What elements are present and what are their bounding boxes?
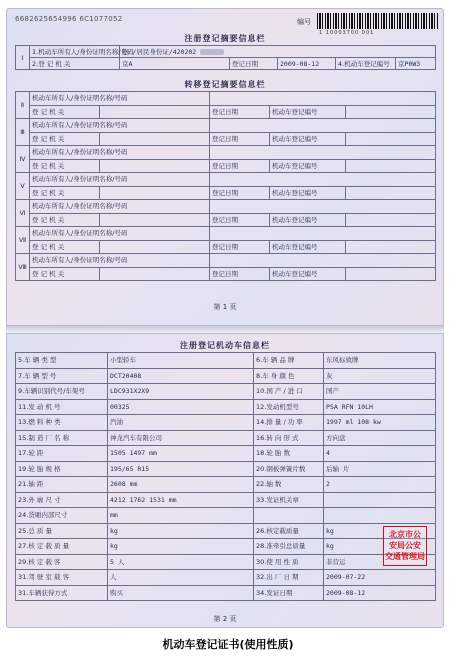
vehicle-field-value: 购买 (108, 585, 254, 601)
transfer-authority-value (100, 186, 210, 200)
transfer-authority-label: 登 记 机 关 (30, 186, 100, 200)
vehicle-field-label: 5.车 辆 类 型 (16, 353, 108, 369)
vehicle-field-label: 26.核定载质量 (254, 523, 324, 539)
transfer-date-label: 登记日期 (210, 159, 270, 173)
row-mark: Ⅵ (16, 200, 30, 227)
transfer-row-authority (16, 240, 436, 254)
vehicle-field-value: 后轴 片 (324, 461, 436, 477)
row-mark-i: Ⅰ (16, 46, 30, 70)
vehicle-field-label: 22.轴 数 (254, 477, 324, 493)
transfer-authority-label: 登 记 机 关 (30, 132, 100, 146)
vehicle-field-label: 15.制 造 厂 名 称 (16, 430, 108, 446)
vehicle-field-value: 灰 (324, 368, 436, 384)
vehicle-field-label: 31.车辆获得方式 (16, 585, 108, 601)
stamp-line-1: 北京市公 (389, 530, 421, 539)
transfer-regno-label: 机动车登记编号 (270, 213, 346, 227)
transfer-authority-label: 登 记 机 关 (30, 105, 100, 119)
vehicle-field-label: 16.转 向 形 式 (254, 430, 324, 446)
vehicle-field-value (324, 508, 436, 524)
vehicle-field-value: 4 (324, 446, 436, 462)
transfer-authority-value (100, 132, 210, 146)
transfer-date-label: 登记日期 (210, 105, 270, 119)
transfer-owner-label: 机动车所有人/身份证明名称/号码 (30, 119, 210, 133)
barcode-number: 1 10003700 001 (319, 30, 375, 36)
vehicle-field-value: 2608 mm (108, 477, 254, 493)
transfer-owner-value (210, 119, 436, 133)
transfer-row-authority (16, 105, 436, 119)
transfer-owner-label: 机动车所有人/身份证明名称/号码 (30, 173, 210, 187)
transfer-regno-value (346, 240, 436, 254)
barcode-icon (317, 13, 439, 29)
vehicle-field-label: 30.使 用 性 质 (254, 554, 324, 570)
transfer-authority-value (100, 213, 210, 227)
transfer-authority-label: 登 记 机 关 (30, 240, 100, 254)
row-mark: Ⅲ (16, 119, 30, 146)
transfer-row-authority (16, 132, 436, 146)
vehicle-field-label: 8.车 身 颜 色 (254, 368, 324, 384)
transfer-owner-value (210, 200, 436, 214)
vehicle-field-value: kg (324, 539, 436, 555)
transfer-regno-label: 机动车登记编号 (270, 132, 346, 146)
vehicle-field-label: 9.车辆识别代号/车架号 (16, 384, 108, 400)
transfer-regno-value (346, 267, 436, 281)
row-mark: Ⅳ (16, 146, 30, 173)
vehicle-info-row (16, 353, 436, 369)
transfer-owner-label: 机动车所有人/身份证明名称/号码 (30, 92, 210, 106)
row-mark: Ⅴ (16, 173, 30, 200)
vehicle-field-label (254, 508, 324, 524)
transfer-date-label: 登记日期 (210, 240, 270, 254)
authority-value: 京A (120, 58, 230, 70)
image-caption: 机动车登记证书(使用性质) (162, 638, 294, 651)
row-mark: Ⅱ (16, 92, 30, 119)
vehicle-info-row (16, 461, 436, 477)
vehicle-field-label: 27.核 定 载 质 量 (16, 539, 108, 555)
transfer-authority-value (100, 159, 210, 173)
vehicle-field-value: 国产 (324, 384, 436, 400)
vehicle-field-value: 人 (108, 570, 254, 586)
transfer-date-label: 登记日期 (210, 213, 270, 227)
transfer-regno-label: 机动车登记编号 (270, 159, 346, 173)
vehicle-info-table (15, 352, 436, 601)
vehicle-field-value: 2 (324, 477, 436, 493)
vehicle-field-label: 18.轮 胎 数 (254, 446, 324, 462)
vehicle-field-label: 33.发证机关章 (254, 492, 324, 508)
transfer-regno-label: 机动车登记编号 (270, 240, 346, 254)
transfer-regno-label: 机动车登记编号 (270, 267, 346, 281)
vehicle-info-row (16, 508, 436, 524)
transfer-owner-label: 机动车所有人/身份证明名称/号码 (30, 254, 210, 268)
vehicle-field-value: 4212 1762 1531 mm (108, 492, 254, 508)
vehicle-info-title: 注册登记机动车信息栏 (180, 341, 270, 350)
owner-value: 赵 /居民身份证/420202 (120, 46, 436, 58)
vehicle-field-value: LDC931X2X9 (108, 384, 254, 400)
transfer-owner-label: 机动车所有人/身份证明名称/号码 (30, 146, 210, 160)
vehicle-info-row (16, 570, 436, 586)
page-number-2: 第 2 页 (213, 615, 237, 623)
reg-number-value: 京P0W3 (396, 58, 436, 70)
vehicle-field-label: 14.排 量 / 功 率 (254, 415, 324, 431)
registration-row-owner (16, 46, 436, 58)
transfer-owner-label: 机动车所有人/身份证明名称/号码 (30, 227, 210, 241)
transfer-date-label: 登记日期 (210, 132, 270, 146)
vehicle-field-label: 17.轮 距 (16, 446, 108, 462)
transfer-regno-value (346, 213, 436, 227)
transfer-regno-value (346, 105, 436, 119)
certificate-serial: 6682625654996 6C1077052 (15, 15, 123, 23)
page-number-1: 第 1 页 (213, 303, 237, 311)
vehicle-field-value: PSA RFN 10LH (324, 399, 436, 415)
vehicle-info-row (16, 554, 436, 570)
transfer-row-authority (16, 213, 436, 227)
vehicle-info-row (16, 539, 436, 555)
transfer-date-label: 登记日期 (210, 267, 270, 281)
vehicle-field-label: 21.轴 距 (16, 477, 108, 493)
page-two (6, 333, 444, 628)
vehicle-field-label: 11.发 动 机 号 (16, 399, 108, 415)
reg-date-label: 登记日期 (230, 58, 278, 70)
reg-date-value: 2009-08-12 (278, 58, 336, 70)
vehicle-field-value: DCT20408 (108, 368, 254, 384)
vehicle-field-label: 12.发动机型号 (254, 399, 324, 415)
vehicle-field-label: 28.准牵引总质量 (254, 539, 324, 555)
vehicle-info-row (16, 477, 436, 493)
vehicle-info-row (16, 415, 436, 431)
transfer-owner-value (210, 227, 436, 241)
transfer-row-owner (16, 119, 436, 133)
transfer-row-authority (16, 267, 436, 281)
barcode-label: 编号 (297, 18, 311, 26)
vehicle-field-value: 2009-08-12 (324, 585, 436, 601)
transfer-row-owner (16, 200, 436, 214)
transfer-regno-value (346, 132, 436, 146)
transfer-authority-value (100, 105, 210, 119)
vehicle-field-value: 1997 ml 108 kw (324, 415, 436, 431)
vehicle-info-row (16, 446, 436, 462)
vehicle-info-row (16, 430, 436, 446)
transfer-row-authority (16, 159, 436, 173)
vehicle-info-row (16, 585, 436, 601)
vehicle-field-value: 方向盘 (324, 430, 436, 446)
row-mark: Ⅶ (16, 227, 30, 254)
transfer-owner-label: 机动车所有人/身份证明名称/号码 (30, 200, 210, 214)
transfer-owner-value (210, 92, 436, 106)
issuing-authority-stamp (383, 526, 427, 566)
transfer-owner-value (210, 173, 436, 187)
transfer-row-owner (16, 227, 436, 241)
transfer-date-label: 登记日期 (210, 186, 270, 200)
vehicle-field-value: 小型轿车 (108, 353, 254, 369)
registration-summary-table (15, 45, 436, 70)
page-fold (6, 326, 444, 333)
vehicle-field-label: 24.货厢内部尺寸 (16, 508, 108, 524)
transfer-authority-value (100, 267, 210, 281)
vehicle-field-value: 汽油 (108, 415, 254, 431)
transfer-summary-table (15, 91, 436, 281)
transfer-row-owner (16, 146, 436, 160)
transfer-authority-value (100, 240, 210, 254)
vehicle-field-label: 34.发证日期 (254, 585, 324, 601)
vehicle-info-row (16, 368, 436, 384)
vehicle-field-value: 非营运 (324, 554, 436, 570)
transfer-owner-value (210, 254, 436, 268)
vehicle-field-value: kg (324, 523, 436, 539)
page-one (6, 8, 444, 326)
transfer-owner-value (210, 146, 436, 160)
vehicle-field-label: 20.钢板弹簧片数 (254, 461, 324, 477)
vehicle-field-value: 2009-07-22 (324, 570, 436, 586)
vehicle-field-value: 东风标致牌 (324, 353, 436, 369)
transfer-authority-label: 登 记 机 关 (30, 213, 100, 227)
vehicle-info-row (16, 384, 436, 400)
row-mark: Ⅷ (16, 254, 30, 281)
transfer-regno-label: 机动车登记编号 (270, 105, 346, 119)
transfer-row-owner (16, 173, 436, 187)
vehicle-field-value: kg (108, 539, 254, 555)
vehicle-field-label: 32.出 厂 日 期 (254, 570, 324, 586)
transfer-authority-label: 登 记 机 关 (30, 159, 100, 173)
transfer-regno-label: 机动车登记编号 (270, 186, 346, 200)
vehicle-field-value: kg (108, 523, 254, 539)
vehicle-field-label: 25.总 质 量 (16, 523, 108, 539)
transfer-summary-title: 转移登记摘要信息栏 (184, 80, 266, 89)
transfer-regno-value (346, 159, 436, 173)
vehicle-field-label: 6.车 辆 品 牌 (254, 353, 324, 369)
vehicle-field-label: 31.驾 驶 室 载 客 (16, 570, 108, 586)
transfer-authority-label: 登 记 机 关 (30, 267, 100, 281)
vehicle-field-label: 23.外 廓 尺 寸 (16, 492, 108, 508)
vehicle-field-label: 7.车 辆 型 号 (16, 368, 108, 384)
vehicle-info-row (16, 492, 436, 508)
registration-summary-title: 注册登记摘要信息栏 (184, 34, 266, 43)
vehicle-field-label: 10.国 产 / 进 口 (254, 384, 324, 400)
authority-label: 2.登 记 机 关 (30, 58, 120, 70)
stamp-line-3: 交通管理局 (385, 552, 425, 561)
vehicle-field-value (324, 492, 436, 508)
transfer-row-authority (16, 186, 436, 200)
vehicle-field-value: 00325 (108, 399, 254, 415)
vehicle-field-value: mm (108, 508, 254, 524)
redacted-block (200, 49, 224, 55)
vehicle-field-label: 19.轮 胎 规 格 (16, 461, 108, 477)
vehicle-field-value: 1505 1497 mm (108, 446, 254, 462)
vehicle-field-value: 5 人 (108, 554, 254, 570)
reg-number-label: 4.机动车登记编号 (336, 58, 396, 70)
vehicle-field-value: 神龙汽车有限公司 (108, 430, 254, 446)
registration-row-authority (16, 58, 436, 70)
vehicle-field-label: 29.核 定 载 客 (16, 554, 108, 570)
stamp-line-2: 安局公安 (389, 541, 421, 550)
vehicle-info-row (16, 399, 436, 415)
vehicle-info-row (16, 523, 436, 539)
transfer-row-owner (16, 254, 436, 268)
transfer-regno-value (346, 186, 436, 200)
owner-label: 1.机动车所有人/身份证明名称/号码 (30, 46, 120, 58)
vehicle-field-label: 13.燃 料 种 类 (16, 415, 108, 431)
transfer-row-owner (16, 92, 436, 106)
vehicle-field-value: 195/65 R15 (108, 461, 254, 477)
